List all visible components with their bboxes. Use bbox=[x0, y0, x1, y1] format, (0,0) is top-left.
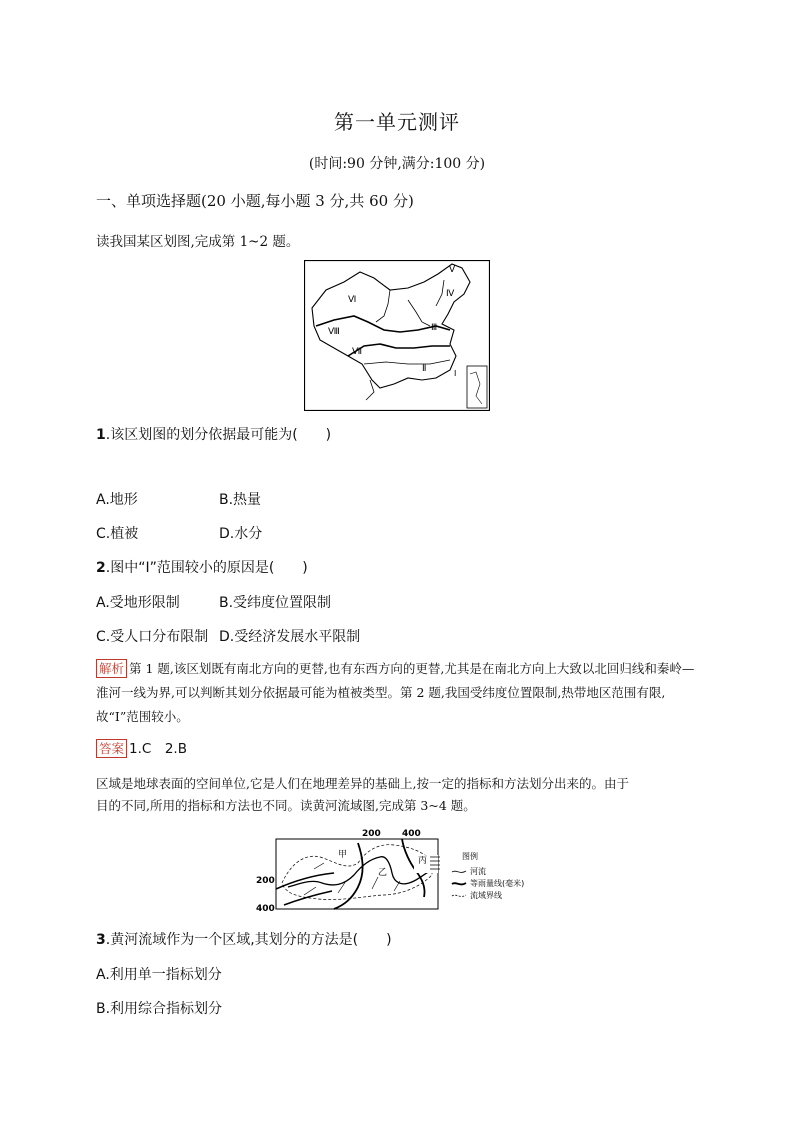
answer-text: 1.C 2.B bbox=[129, 741, 187, 757]
region-label-4: Ⅳ bbox=[446, 289, 455, 299]
q3-option-a: A.利用单一指标划分 bbox=[96, 967, 222, 983]
question-2 bbox=[96, 557, 308, 577]
china-region-map bbox=[304, 260, 490, 411]
legend-title: 图例 bbox=[462, 852, 478, 861]
region-label-5: Ⅴ bbox=[449, 265, 456, 275]
q1-option-d: D.水分 bbox=[219, 526, 263, 542]
analysis-text: 第 1 题,该区划既有南北方向的更替,也有东西方向的更替,尤其是在南北方向上大致以北回归线和秦岭—淮河一线为界,可以判断其划分依据最可能为植被类型。第 2 题,我国受纬度位置限制,热带地区范围有限,故“Ⅰ”范围较小。 bbox=[96, 661, 695, 724]
area-label-yi: 乙 bbox=[378, 868, 388, 878]
legend-isohyet: 等雨量线(毫米) bbox=[470, 879, 525, 888]
question-number: 3 bbox=[96, 932, 106, 948]
region-label-6: Ⅵ bbox=[348, 295, 357, 305]
analysis-block bbox=[96, 657, 700, 729]
question-1 bbox=[96, 424, 331, 444]
answer-block bbox=[96, 737, 187, 758]
page-subtitle: (时间:90 分钟,满分:100 分) bbox=[308, 156, 486, 172]
question-number: 2 bbox=[96, 560, 106, 576]
q1-option-a: A.地形 bbox=[96, 492, 138, 508]
intro-text-2-line-1: 区域是地球表面的空间单位,它是人们在地理差异的基础上,按一定的指标和方法划分出来的。由于 bbox=[96, 776, 629, 791]
region-label-8: Ⅷ bbox=[328, 327, 340, 337]
region-label-7: Ⅶ bbox=[352, 347, 363, 357]
q1-option-b: B.热量 bbox=[219, 492, 262, 508]
legend-river: 河流 bbox=[470, 867, 486, 876]
q2-option-d: D.受经济发展水平限制 bbox=[219, 629, 361, 645]
q3-option-b: B.利用综合指标划分 bbox=[96, 1001, 223, 1017]
isohyet-label-top-right: 400 bbox=[402, 829, 421, 839]
q1-option-c: C.植被 bbox=[96, 526, 139, 542]
isohyet-label-left-bottom: 400 bbox=[256, 904, 275, 914]
q2-option-b: B.受纬度位置限制 bbox=[219, 595, 332, 611]
intro-text-1: 读我国某区划图,完成第 1~2 题。 bbox=[96, 234, 300, 250]
area-label-jia: 甲 bbox=[338, 850, 348, 860]
question-number: 1 bbox=[96, 427, 106, 443]
region-label-3: Ⅲ bbox=[431, 323, 438, 333]
yellow-river-map bbox=[254, 825, 544, 915]
legend-boundary: 流域界线 bbox=[470, 891, 502, 900]
question-3 bbox=[96, 929, 392, 949]
analysis-tag: 解析 bbox=[96, 659, 127, 678]
region-label-1: Ⅰ bbox=[454, 369, 457, 378]
section-heading: 一、单项选择题(20 小题,每小题 3 分,共 60 分) bbox=[96, 192, 414, 210]
intro-text-2-line-2: 目的不同,所用的指标和方法也不同。读黄河流域图,完成第 3~4 题。 bbox=[96, 798, 476, 813]
area-label-bing: 丙 bbox=[418, 856, 428, 866]
answer-tag: 答案 bbox=[96, 739, 127, 758]
isohyet-label-left-top: 200 bbox=[256, 876, 275, 886]
question-stem: .图中“Ⅰ”范围较小的原因是( ) bbox=[105, 560, 308, 576]
isohyet-label-top-left: 200 bbox=[362, 829, 381, 839]
region-label-2: Ⅱ bbox=[422, 364, 427, 374]
question-stem: .黄河流域作为一个区域,其划分的方法是( ) bbox=[105, 932, 392, 948]
q2-option-a: A.受地形限制 bbox=[96, 595, 180, 611]
question-stem: .该区划图的划分依据最可能为( ) bbox=[105, 427, 332, 443]
q2-option-c: C.受人口分布限制 bbox=[96, 629, 209, 645]
page-title: 第一单元测评 bbox=[334, 110, 460, 134]
